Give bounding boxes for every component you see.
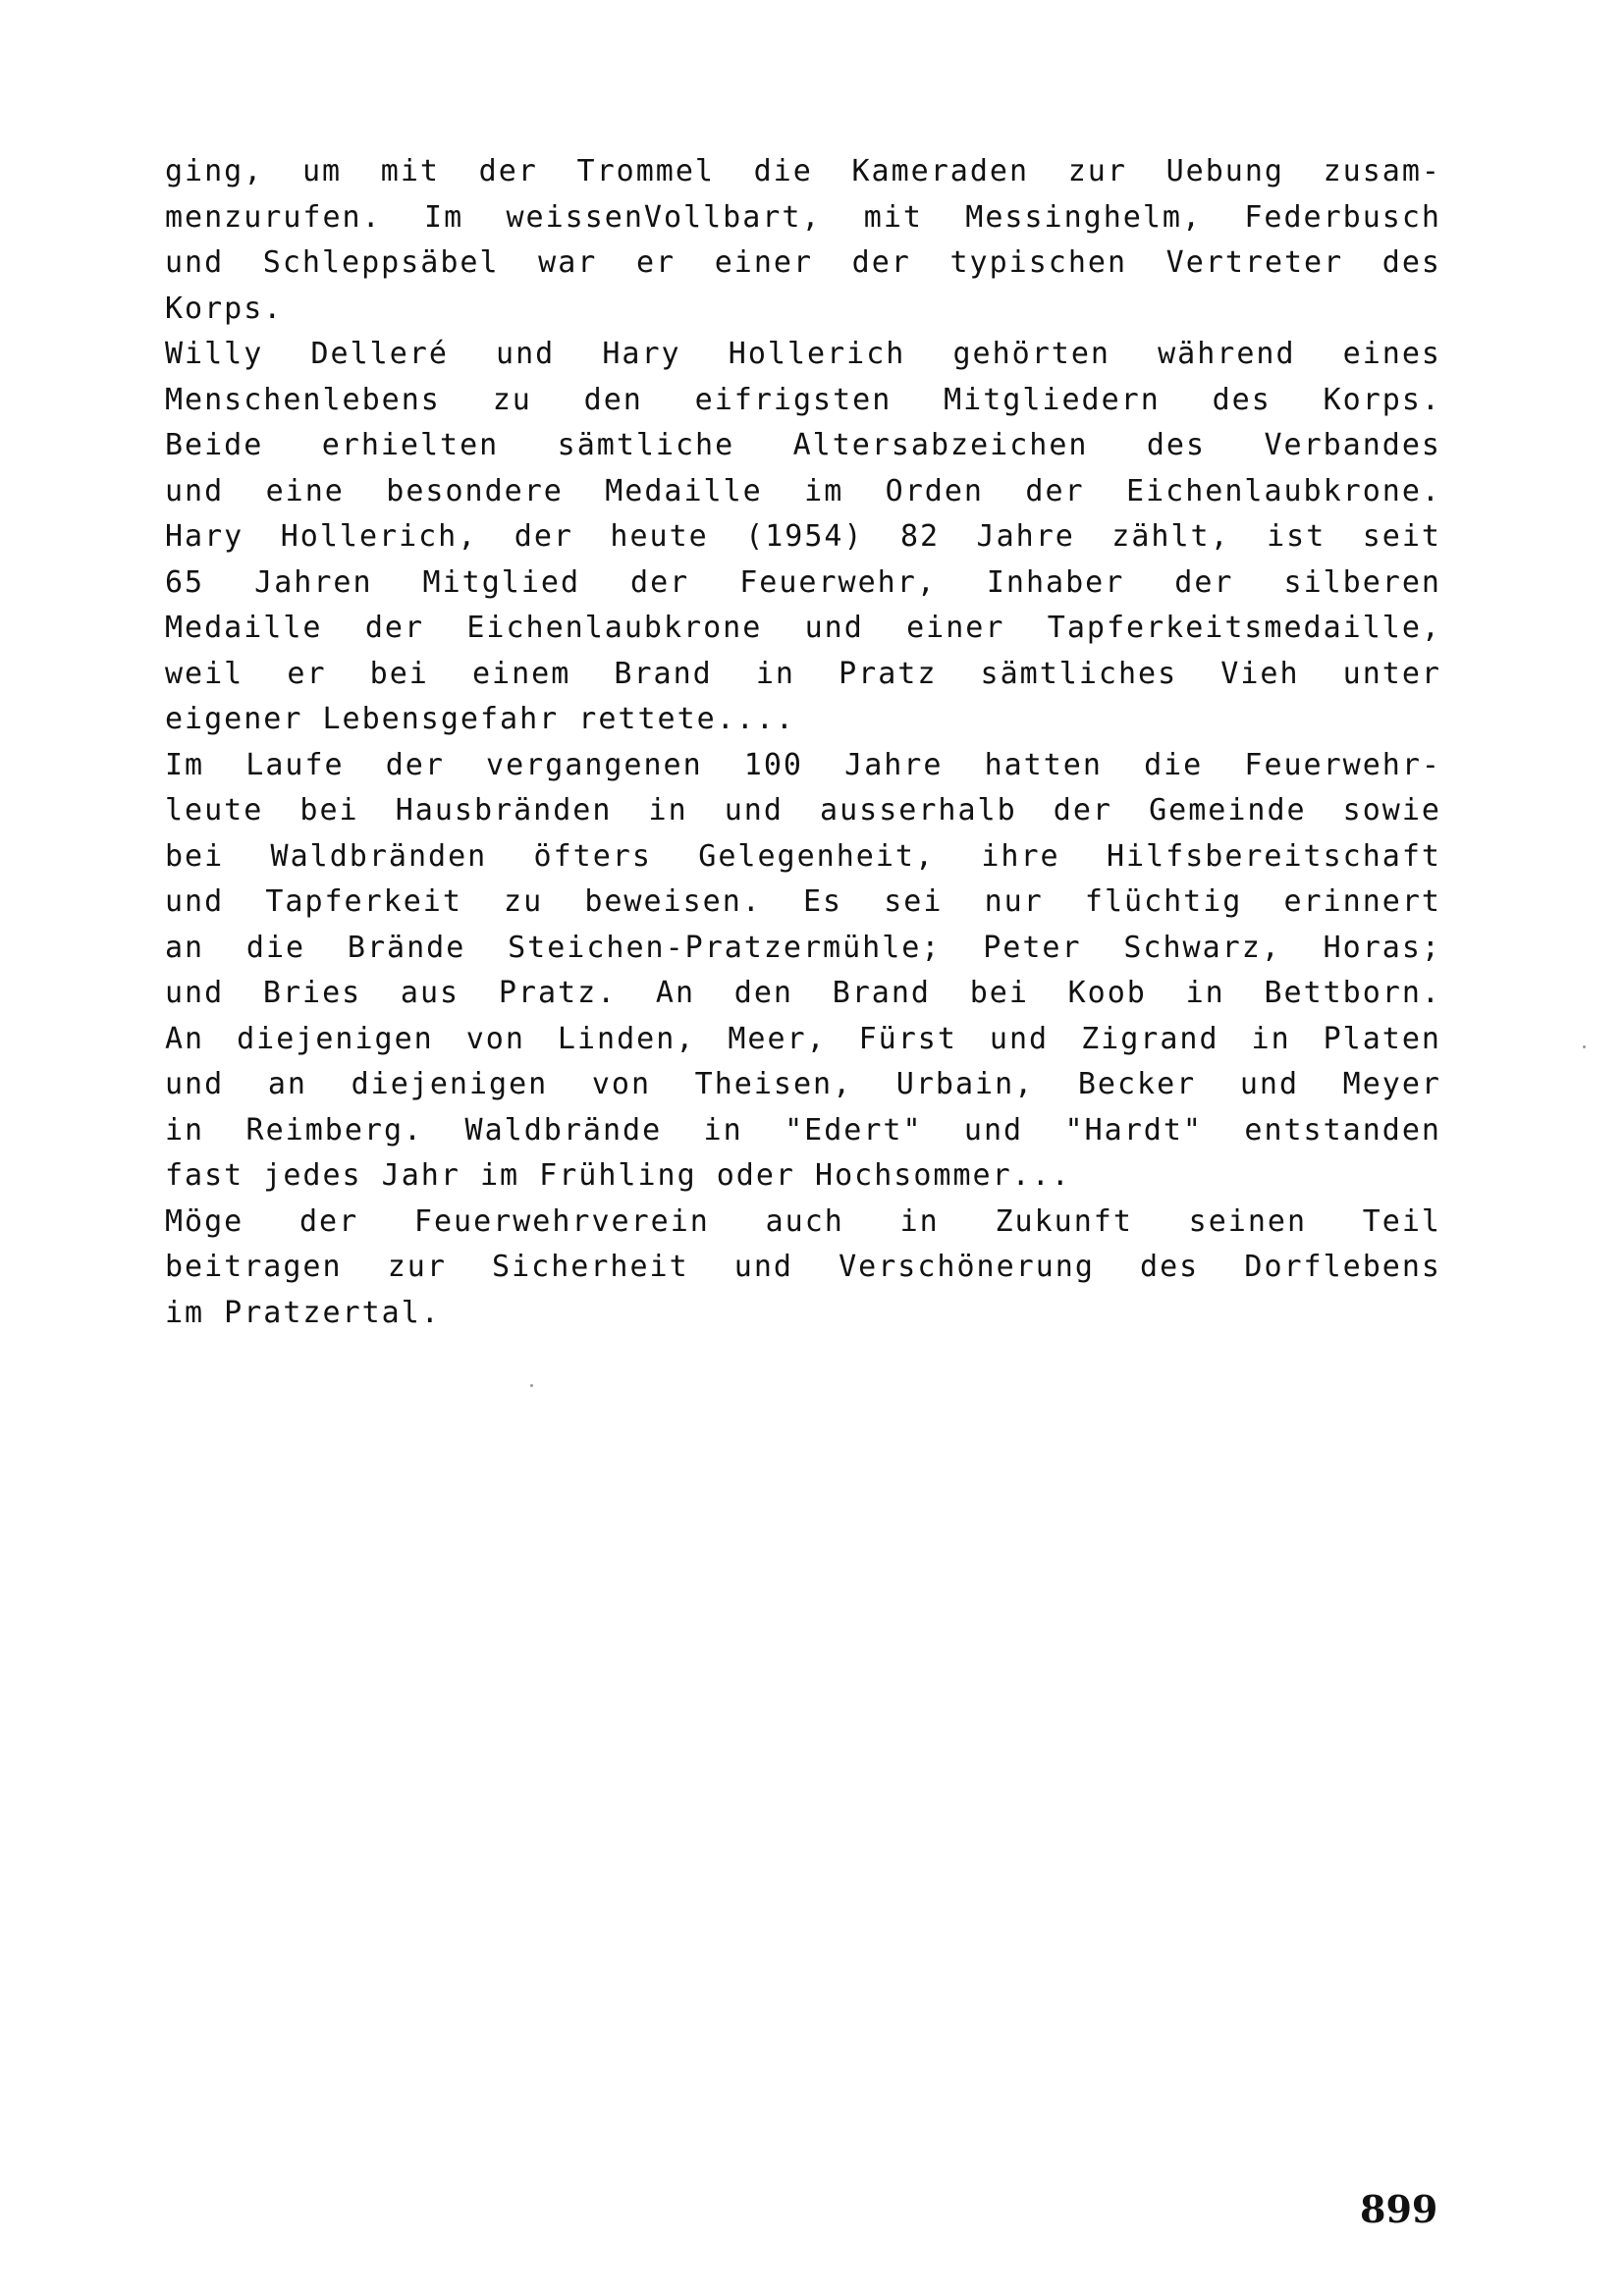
text-line: ging, um mit der Trommel die Kameraden zur Uebung zusam-	[165, 154, 1441, 188]
text-line: und an diejenigen von Theisen, Urbain, Becker und Meyer	[165, 1067, 1441, 1101]
text-line: eigener Lebensgefahr rettete....	[165, 702, 795, 736]
page-number: 899	[1360, 2187, 1438, 2231]
text-line: bei Waldbränden öfters Gelegenheit, ihre Hilfsbereitschaft	[165, 838, 1441, 874]
text-line: Menschenlebens zu den eifrigsten Mitgliedern des Korps.	[165, 382, 1441, 417]
scan-speck	[530, 1384, 533, 1387]
text-line: an die Brände Steichen-Pratzermühle; Peter Schwarz, Horas;	[165, 930, 1441, 965]
scan-speck	[1583, 1045, 1586, 1048]
text-line: Im Laufe der vergangenen 100 Jahre hatten die Feuerwehr-	[165, 747, 1441, 782]
body-text	[165, 149, 1441, 1336]
text-line: in Reimberg. Waldbrände in "Edert" und "Hardt" entstanden	[165, 1112, 1441, 1148]
text-line: beitragen zur Sicherheit und Verschönerung des Dorflebens	[165, 1250, 1441, 1284]
text-line: Willy Delleré und Hary Hollerich gehörten während eines	[165, 337, 1441, 371]
text-line: weil er bei einem Brand in Pratz sämtliches Vieh unter	[165, 656, 1441, 691]
text-line: fast jedes Jahr im Frühling oder Hochsommer...	[165, 1158, 1071, 1193]
text-line: Hary Hollerich, der heute (1954) 82 Jahre zählt, ist seit	[165, 519, 1441, 554]
text-line: und eine besondere Medaille im Orden der Eichenlaubkrone.	[165, 473, 1441, 508]
text-line: Möge der Feuerwehrverein auch in Zukunft seinen Teil	[165, 1203, 1441, 1239]
text-line: An diejenigen von Linden, Meer, Fürst und Zigrand in Platen	[165, 1021, 1441, 1056]
text-line: Korps.	[165, 291, 284, 326]
text-line: 65 Jahren Mitglied der Feuerwehr, Inhaber der silberen	[165, 564, 1441, 600]
text-line: und Tapferkeit zu beweisen. Es sei nur flüchtig erinnert	[165, 884, 1441, 919]
text-line: leute bei Hausbränden in und ausserhalb der Gemeinde sowie	[165, 793, 1441, 828]
text-line: menzurufen. Im weissenVollbart, mit Messinghelm, Federbusch	[165, 199, 1441, 235]
text-line: Medaille der Eichenlaubkrone und einer Tapferkeitsmedaille,	[165, 611, 1441, 645]
text-line: im Pratzertal.	[165, 1295, 441, 1330]
text-line: Beide erhielten sämtliche Altersabzeichen des Verbandes	[165, 428, 1441, 462]
text-line: und Bries aus Pratz. An den Brand bei Koob in Bettborn.	[165, 976, 1441, 1010]
text-line: und Schleppsäbel war er einer der typischen Vertreter des	[165, 245, 1441, 280]
